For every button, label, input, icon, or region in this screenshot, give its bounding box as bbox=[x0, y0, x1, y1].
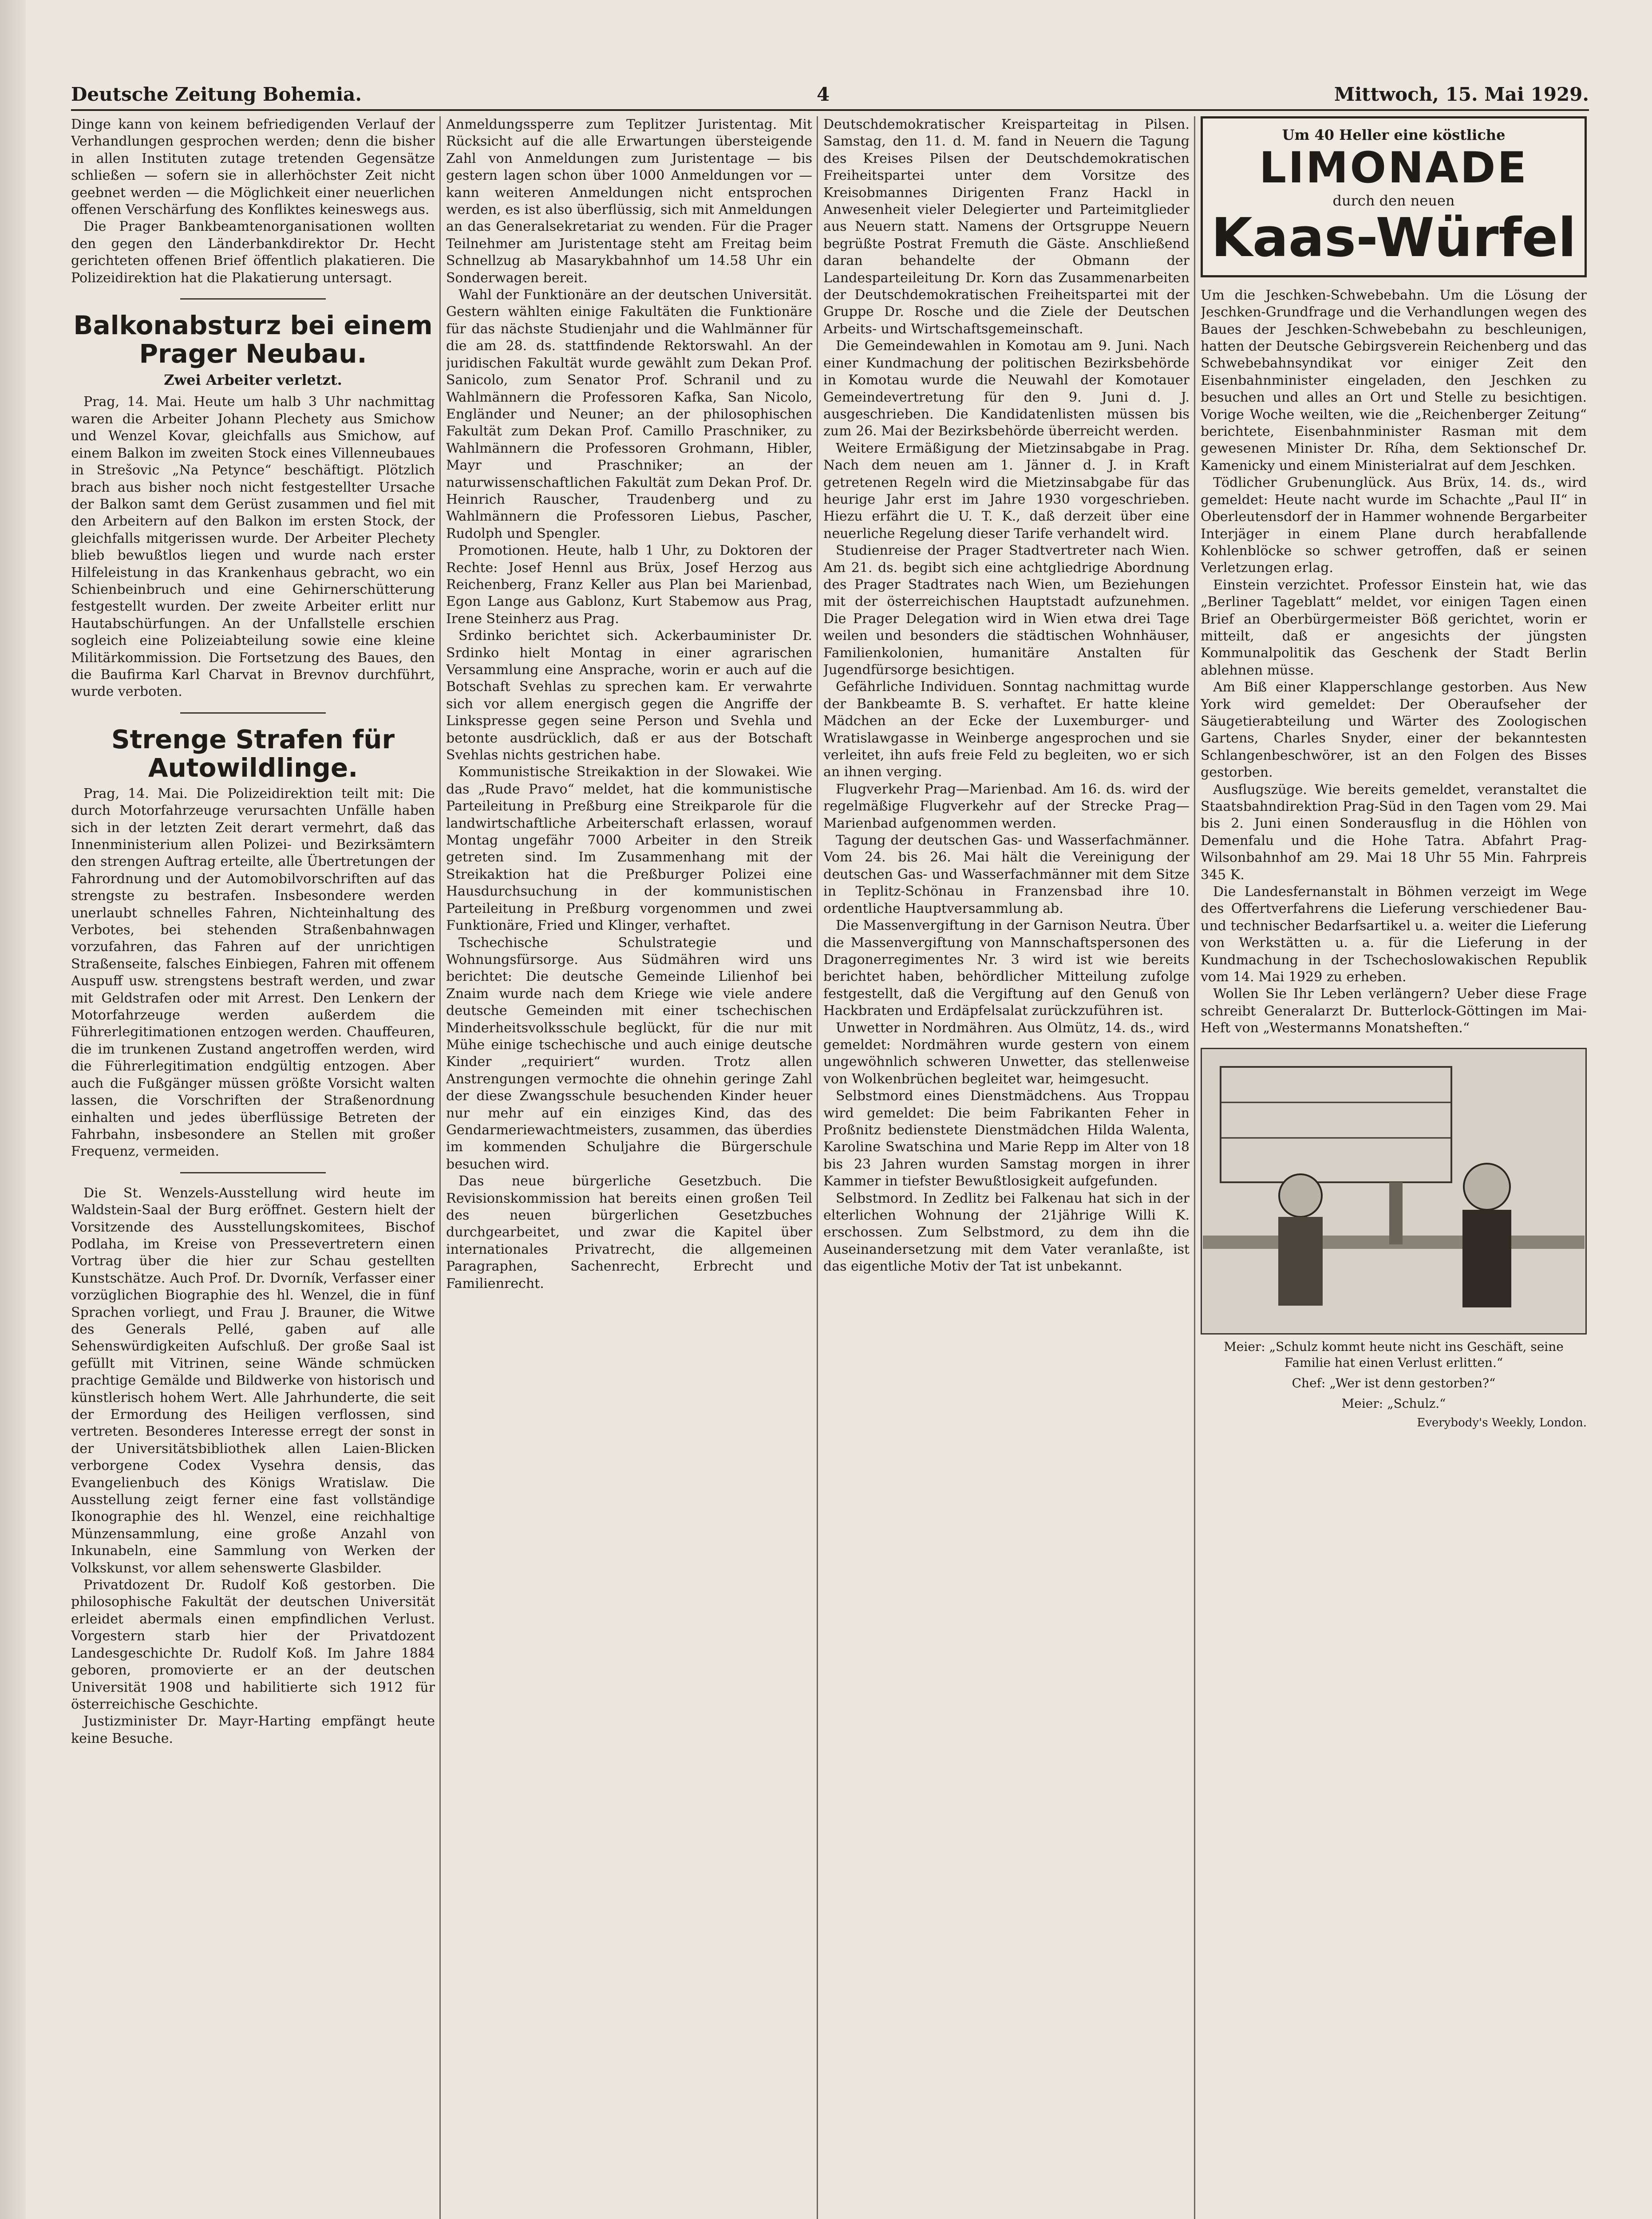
article-paragraph: Gefährliche Individuen. Sonntag nachmittag wurde der Bankbeamte B. S. verhaftet. Er hatte kleine Mädchen an der Ecke der Luxemburger- und Wratislawgasse in Weinberge angesprochen und sie verleitet, ihn aufs freie Feld zu begleiten, wo er sich an ihnen verging. bbox=[823, 679, 1190, 780]
column-rule bbox=[817, 116, 818, 2219]
article-paragraph: Justizminister Dr. Mayr-Harting empfängt heute keine Besuche. bbox=[71, 1714, 435, 1746]
article-paragraph: Die Landesfernanstalt in Böhmen verzeigt im Wege des Offertverfahrens die Lieferung verschiedener Bau- und technischer Bedarfsartikel u. a. weiter die Lieferung von Werkstätten u. a. für die Lieferung in der Kundmachung in der Tschechoslowakischen Republik vom 14. Mai 1929 zu erheben. bbox=[1201, 884, 1587, 985]
article-paragraph: Prag, 14. Mai. Die Polizeidirektion teilt mit: Die durch Motorfahrzeuge verursachten Unfälle haben sich in der letzten Zeit derart vermehrt, daß das Innenministerium allen Polizei- und Bezirksämtern den strengen Auftrag erteilte, alle Übertretungen der Fahrordnung und der Automobilvorschriften auf das strengste zu bestrafen. Insbesondere werden unerlaubt schnelles Fahren, Nichteinhaltung des Verbotes, bei stehenden Straßenbahnwagen vorzufahren, das Fahren auf der unrichtigen Straßenseite, falsches Einbiegen, Fahren mit offenem Auspuff usw. strengstens bestraft werden, und zwar mit Geldstrafen oder mit Arrest. Den Lenkern der Motorfahrzeuge werden außerdem die Führerlegitimationen entzogen werden. Chauffeuren, die im trunkenen Zustand angetroffen werden, wird die Führerlegitimation endgültig entzogen. Aber auch die Fußgänger müssen größte Vorsicht walten lassen, die Vorschriften der Straßenordnung einhalten und jedes überflüssige Betreten der Fahrbahn, insbesondere an Stellen mit großer Frequenz, vermeiden. bbox=[71, 786, 435, 1160]
subheadline: Zwei Arbeiter verletzt. bbox=[164, 371, 342, 389]
column-rule bbox=[439, 116, 441, 2219]
article-paragraph: Wahl der Funktionäre an der deutschen Universität. Gestern wählten einige Fakultäten die Funktionäre für das nächste Studienjahr und die Wahlmänner für die am 28. ds. stattfindende Rektorswahl. An der juridischen Fakultät wurde gewählt zum Dekan Prof. Sanicolo, zum Senator Prof. Schranil und zu Wahlmännern die Professoren Kafka, San Nicolo, Engländer und Neuner; an der philosophischen Fakultät zum Dekan Prof. Camillo Praschniker, zu Wahlmännern die Professoren Grohmann, Hibler, Mayr und Praschniker; an der naturwissenschaftlichen Fakultät zum Dekan Prof. Dr. Heinrich Rauscher, Traudenberg und zu Wahlmännern die Professoren Liebus, Pascher, Rudolph und Spengler. bbox=[446, 287, 812, 541]
ad-product: LIMONADE bbox=[1259, 143, 1528, 193]
page-binding-edge bbox=[0, 0, 26, 2219]
article-paragraph: Wollen Sie Ihr Leben verlängern? Ueber diese Frage schreibt Generalarzt Dr. Butterlock-Göttingen im Mai-Heft von „Westermanns Monatsheften.“ bbox=[1201, 986, 1587, 1036]
article-paragraph: Selbstmord. In Zedlitz bei Falkenau hat sich in der elterlichen Wohnung der 21jährige Willi K. erschossen. Zum Selbstmord, zu dem ihn die Auseinandersetzung mit dem Vater veranlaßte, ist das eigentliche Motiv der Tat ist unbekannt. bbox=[823, 1190, 1190, 1275]
article-divider bbox=[180, 298, 326, 300]
column-2 bbox=[446, 116, 812, 2219]
cartoon-drawing bbox=[1202, 1049, 1585, 1333]
cartoon-caption: Meier: „Schulz kommt heute nicht ins Geschäft, seine Familie hat einen Verlust erlitten.“ bbox=[1224, 1339, 1564, 1370]
article-paragraph: Weitere Ermäßigung der Mietzinsabgabe in Prag. Nach dem neuen am 1. Jänner d. J. in Kraft getretenen Regeln wird die Mietzinsabgabe für das heurige Jahr erst im Jahre 1930 vorgeschrieben. Hiezu erfährt die U. T. K., daß derzeit über eine neuerliche Regelung dieser Tarife verhandelt wird. bbox=[823, 440, 1190, 541]
article-paragraph: Selbstmord eines Dienstmädchens. Aus Troppau wird gemeldet: Die beim Fabrikanten Feher in Proßnitz bedienstete Dienstmädchen Hilda Walenta, Karoline Swatschina und Marie Repp im Alter von 18 bis 23 Jahren wurden Samstag morgen in ihrer Kammer in tiefster Bewußtlosigkeit aufgefunden. bbox=[823, 1088, 1190, 1189]
cartoon-credit: Everybody's Weekly, London. bbox=[1417, 1416, 1587, 1429]
newspaper-title: Deutsche Zeitung Bohemia. bbox=[71, 83, 362, 105]
column-4 bbox=[1201, 116, 1587, 2219]
page-number: 4 bbox=[817, 83, 830, 105]
article-paragraph: Die St. Wenzels-Ausstellung wird heute im Waldstein-Saal der Burg eröffnet. Gestern hielt der Vorsitzende des Ausstellungskomitees, Bischof Podlaha, im Kreise von Pressevertretern einen Vortrag über die hier zur Schau gestellten Kunstschätze. Auch Prof. Dr. Dvorník, Verfasser einer vorzüglichen Biographie des hl. Wenzel, die in fünf Sprachen vorliegt, und Frau J. Brauner, die Witwe des Generals Pellé, gaben auf alle Sehenswürdigkeiten Aufschluß. Der große Saal ist gefüllt mit Vitrinen, seine Wände schmücken prachtige Gemälde und Bildwerke von historisch und künstlerisch hohem Wert. Alle Jahrhunderte, die seit der Ermordung des Heiligen verflossen, sind vertreten. Besonderes Interesse erregt der sonst in der Universitätsbibliothek allen Laien-Blicken verborgene Codex Vysehra densis, das Evangelienbuch des Königs Wratislaw. Die Ausstellung zeigt ferner eine fast vollständige Ikonographie des hl. Wenzel, eine reichhaltige Münzensammlung, eine große Anzahl von Inkunabeln, eine Sammlung von Werken der Volkskunst, vor allem sehenswerte Glasbilder. bbox=[71, 1185, 435, 1576]
article-paragraph: Tagung der deutschen Gas- und Wasserfachmänner. Vom 24. bis 26. Mai hält die Vereinigung der deutschen Gas- und Wasserfachmänner mit dem Sitze in Teplitz-Schönau in Franzensbad ihre 10. ordentliche Hauptversammlung ab. bbox=[823, 833, 1190, 916]
article-paragraph: Unwetter in Nordmähren. Aus Olmütz, 14. ds., wird gemeldet: Nordmähren wurde gestern von einem ungewöhnlich schweren Unwetter, das stellenweise von Wolkenbrüchen begleitet war, heimgesucht. bbox=[823, 1020, 1190, 1087]
ad-brand: Kaas-Würfel bbox=[1211, 207, 1577, 269]
article-paragraph: Prag, 14. Mai. Heute um halb 3 Uhr nachmittag waren die Arbeiter Johann Plechety aus Smichow und Wenzel Kovar, gleichfalls aus Smichow, auf einem Balkon im zweiten Stock eines Villenneubaues in Strešovic „Na Petynce“ beschäftigt. Plötzlich brach aus bisher noch nicht festgestellter Ursache der Balkon samt dem Gerüst zusammen und fiel mit den Arbeitern auf den Balkon im ersten Stock, der gleichfalls mitgerissen wurde. Der Arbeiter Plechety blieb bewußtlos liegen und wurde nach erster Hilfeleistung in das Krankenhaus gebracht, wo ein Schienbeinbruch und eine Gehirnerschütterung festgestellt wurden. Der zweite Arbeiter erlitt nur Hautabschürfungen. An der Unfallstelle erschien sogleich eine Polizeiabteilung sowie eine kleine Militärkommission. Die Fortsetzung des Baues, den die Baufirma Karl Charvat in Brevnov durchführt, wurde verboten. bbox=[71, 394, 435, 700]
article-paragraph: Einstein verzichtet. Professor Einstein hat, wie das „Berliner Tageblatt“ meldet, vor einigen Tagen einen Brief an Oberbürgermeister Böß gerichtet, worin er mitteilt, daß er angesichts der jüngsten Kommunalpolitik das Geschenk der Stadt Berlin ablehnen müsse. bbox=[1201, 577, 1587, 678]
issue-date: Mittwoch, 15. Mai 1929. bbox=[1334, 83, 1589, 105]
ad-line: Um 40 Heller eine köstliche bbox=[1282, 126, 1506, 143]
column-3 bbox=[823, 116, 1190, 2219]
cartoon-illustration bbox=[1201, 1048, 1587, 1335]
headline-balkonabsturz: Balkonabsturz bei einem Prager Neubau. bbox=[73, 310, 433, 369]
column-rule bbox=[1194, 116, 1195, 2219]
article-paragraph: Studienreise der Prager Stadtvertreter nach Wien. Am 21. ds. begibt sich eine achtgliedrige Abordnung des Prager Stadtrates nach Wien, um Beziehungen mit der österreichischen Hauptstadt aufzunehmen. Die Prager Delegation wird in Wien etwa drei Tage weilen und besonders die städtischen Wohnhäuser, Familienkolonien, humanitäre Anstalten für Jugendfürsorge besichtigen. bbox=[823, 543, 1190, 678]
headline-strenge-strafen: Strenge Strafen für Autowildlinge. bbox=[111, 724, 395, 783]
article-paragraph: Promotionen. Heute, halb 1 Uhr, zu Doktoren der Rechte: Josef Hennl aus Brüx, Josef Herzog aus Reichenberg, Franz Keller aus Plan bei Marienbad, Egon Lange aus Gablonz, Kurt Stabemow aus Prag, Irene Steinherz aus Prag. bbox=[446, 543, 812, 627]
article-paragraph: Anmeldungssperre zum Teplitzer Juristentag. Mit Rücksicht auf die alle Erwartungen übersteigende Zahl von Anmeldungen zum Juristentage — bis gestern lagen schon über 1000 Anmeldungen vor — kann weiteren Anmeldungen nicht entsprochen werden, es ist also überflüssig, sich mit Anmeldungen an das Generalsekretariat zu wenden. Für die Prager Teilnehmer am Juristentage steht am Freitag beim Schnellzug ab Masarykbahnhof um 14.58 Uhr ein Sonderwagen bereit. bbox=[446, 117, 812, 286]
article-divider bbox=[180, 1172, 326, 1173]
article-paragraph: Tschechische Schulstrategie und Wohnungsfürsorge. Aus Südmähren wird uns berichtet: Die deutsche Gemeinde Lilienhof bei Znaim wurde nach dem Kriege wie viele andere deutsche Gemeinden mit einer tschechischen Minderheitsvolksschule beglückt, für die nur mit Mühe einige tschechische und auch einige deutsche Kinder „requiriert“ wurden. Trotz allen Anstrengungen vermochte die ohnehin geringe Zahl der diese Zwangsschule besuchenden Kinder heuer nur mehr auf ein einziges Kind, das des Gendarmeriewachtmeisters, zusammen, das überdies im kommenden Schuljahre die Bürgerschule besuchen wird. bbox=[446, 935, 812, 1172]
article-paragraph: Flugverkehr Prag—Marienbad. Am 16. ds. wird der regelmäßige Flugverkehr auf der Strecke Prag—Marienbad aufgenommen werden. bbox=[823, 781, 1190, 831]
article-paragraph: Privatdozent Dr. Rudolf Koß gestorben. Die philosophische Fakultät der deutschen Universität erleidet abermals einen empfindlichen Verlust. Vorgestern starb hier der Privatdozent Landesgeschichte Dr. Rudolf Koß. Im Jahre 1884 geboren, promovierte er an der deutschen Universität 1908 und habilitierte sich 1912 für österreichische Geschichte. bbox=[71, 1577, 435, 1712]
article-paragraph: Die Gemeindewahlen in Komotau am 9. Juni. Nach einer Kundmachung der politischen Bezirksbehörde in Komotau wurde die Neuwahl der Komotauer Gemeindevertretung für den 9. Juni d. J. ausgeschrieben. Die Kandidatenlisten müssen bis zum 26. Mai der Bezirksbehörde überreicht werden. bbox=[823, 338, 1190, 439]
cartoon-caption: Meier: „Schulz.“ bbox=[1341, 1396, 1446, 1411]
article-paragraph: Um die Jeschken-Schwebebahn. Um die Lösung der Jeschken-Grundfrage und die Verhandlungen wegen des Baues der Jeschken-Schwebebahn zu beschleunigen, hatten der Deutsche Gebirgsverein Reichenberg und das Schwebebahnsyndikat vor einiger Zeit den Eisenbahnminister eingeladen, den Jeschken zu besuchen und alles an Ort und Stelle zu besichtigen. Vorige Woche weilten, wie die „Reichenberger Zeitung“ berichtete, Eisenbahnminister Rasman mit dem gewesenen Minister Dr. Ríha, dem Sektionschef Dr. Kamenicky und einem Ministerialrat auf dem Jeschken. bbox=[1201, 287, 1587, 474]
article-paragraph: Ausflugszüge. Wie bereits gemeldet, veranstaltet die Staatsbahndirektion Prag-Süd in den Tagen vom 29. Mai bis 2. Juni einen Sonderausflug in die Höhlen von Demenfalu und die Hohe Tatra. Abfahrt Prag-Wilsonbahnhof am 29. Mai 18 Uhr 55 Min. Fahrpreis 345 K. bbox=[1201, 782, 1587, 883]
limonade-advertisement bbox=[1201, 116, 1587, 277]
article-paragraph: Die Massenvergiftung in der Garnison Neutra. Über die Massenvergiftung von Mannschaftspersonen des Dragonerregimentes Nr. 3 wird ist wie bereits berichtet haben, behördlicher Mitteilung zufolge festgestellt, daß die Vergiftung auf den Genuß von Hackbraten und Erdäpfelsalat zurückzuführen ist. bbox=[823, 918, 1190, 1019]
article-paragraph: Das neue bürgerliche Gesetzbuch. Die Revisionskommission hat bereits einen großen Teil des neuen bürgerlichen Gesetzbuches durchgearbeitet, und zwar die Kapitel über internationales Privatrecht, die allgemeinen Paragraphen, Sachenrecht, Erbrecht und Familienrecht. bbox=[446, 1173, 812, 1291]
article-paragraph: Deutschdemokratischer Kreisparteitag in Pilsen. Samstag, den 11. d. M. fand in Neuern die Tagung des Kreises Pilsen der Deutschdemokratischen Freiheitspartei unter dem Vorsitze des Kreisobmannes Dirigenten Franz Hackl in Anwesenheit vieler Delegierter und Parteimitglieder aus Neuern statt. Namens der Ortsgruppe Neuern begrüßte Postrat Fremuth die Gäste. Anschließend daran behandelte der Obmann der Landesparteileitung Dr. Korn das Zusammenarbeiten der Deutschdemokratischen Freiheitspartei mit der Gruppe Dr. Rosche und die Ziele der Deutschen Arbeits- und Wirtschaftsgemeinschaft. bbox=[823, 117, 1190, 337]
article-paragraph: Dinge kann von keinem befriedigenden Verlauf der Verhandlungen gesprochen werden; denn die bisher in allen Instituten zutage tretenden Gegensätze schließen — sofern sie in allerhöchster Zeit nicht geebnet werden — die Möglichkeit einer neuerlichen offenen Verschärfung des Konfliktes keineswegs aus. bbox=[71, 117, 435, 218]
article-paragraph: Tödlicher Grubenunglück. Aus Brüx, 14. ds., wird gemeldet: Heute nacht wurde im Schachte „Paul II“ in Oberleutensdorf der in Hammer wohnende Bergarbeiter Interjäger in einem Plane durch herabfallende Kohlenblöcke so schwer getroffen, daß er seinen Verletzungen erlag. bbox=[1201, 475, 1587, 576]
cartoon-caption: Chef: „Wer ist denn gestorben?“ bbox=[1292, 1375, 1496, 1390]
article-paragraph: Am Biß einer Klapperschlange gestorben. Aus New York wird gemeldet: Der Oberaufseher der Säugetierabteilung und Wärter des Zoologischen Gartens, Charles Snyder, einer der bekanntesten Schlangenbeschwörer, ist an den Folgen des Bisses gestorben. bbox=[1201, 679, 1587, 781]
column-1 bbox=[71, 116, 435, 2219]
article-paragraph: Kommunistische Streikaktion in der Slowakei. Wie das „Rude Pravo“ meldet, hat die kommunistische Parteileitung in Preßburg eine Streikparole für die landwirtschaftliche Arbeiterschaft erlassen, worauf Montag ungefähr 7000 Arbeiter in den Streik getreten sind. Im Zusammenhang mit der Streikaktion hat die Preßburger Polizei eine Hausdurchsuchung in der kommunistischen Parteileitung in Preßburg vorgenommen und zwei Funktionäre, Fried und Klinger, verhaftet. bbox=[446, 764, 812, 934]
article-paragraph: Die Prager Bankbeamtenorganisationen wollten den gegen den Länderbankdirektor Dr. Hecht gerichteten offenen Brief öffentlich plakatieren. Die Polizeidirektion hat die Plakatierung untersagt. bbox=[71, 219, 435, 286]
article-paragraph: Srdinko berichtet sich. Ackerbauminister Dr. Srdinko hielt Montag in einer agrarischen Versammlung eine Ansprache, worin er auch auf die Botschaft Svehlas zu sprechen kam. Er verwahrte sich vor allem energisch gegen die Angriffe der Linkspresse gegen seine Person und Svehla und betonte ausdrücklich, daß er aus der Botschaft Svehlas nichts gestrichen habe. bbox=[446, 628, 812, 763]
article-divider bbox=[180, 712, 326, 714]
page-header bbox=[71, 83, 1589, 111]
ad-line: durch den neuen bbox=[1332, 192, 1455, 209]
